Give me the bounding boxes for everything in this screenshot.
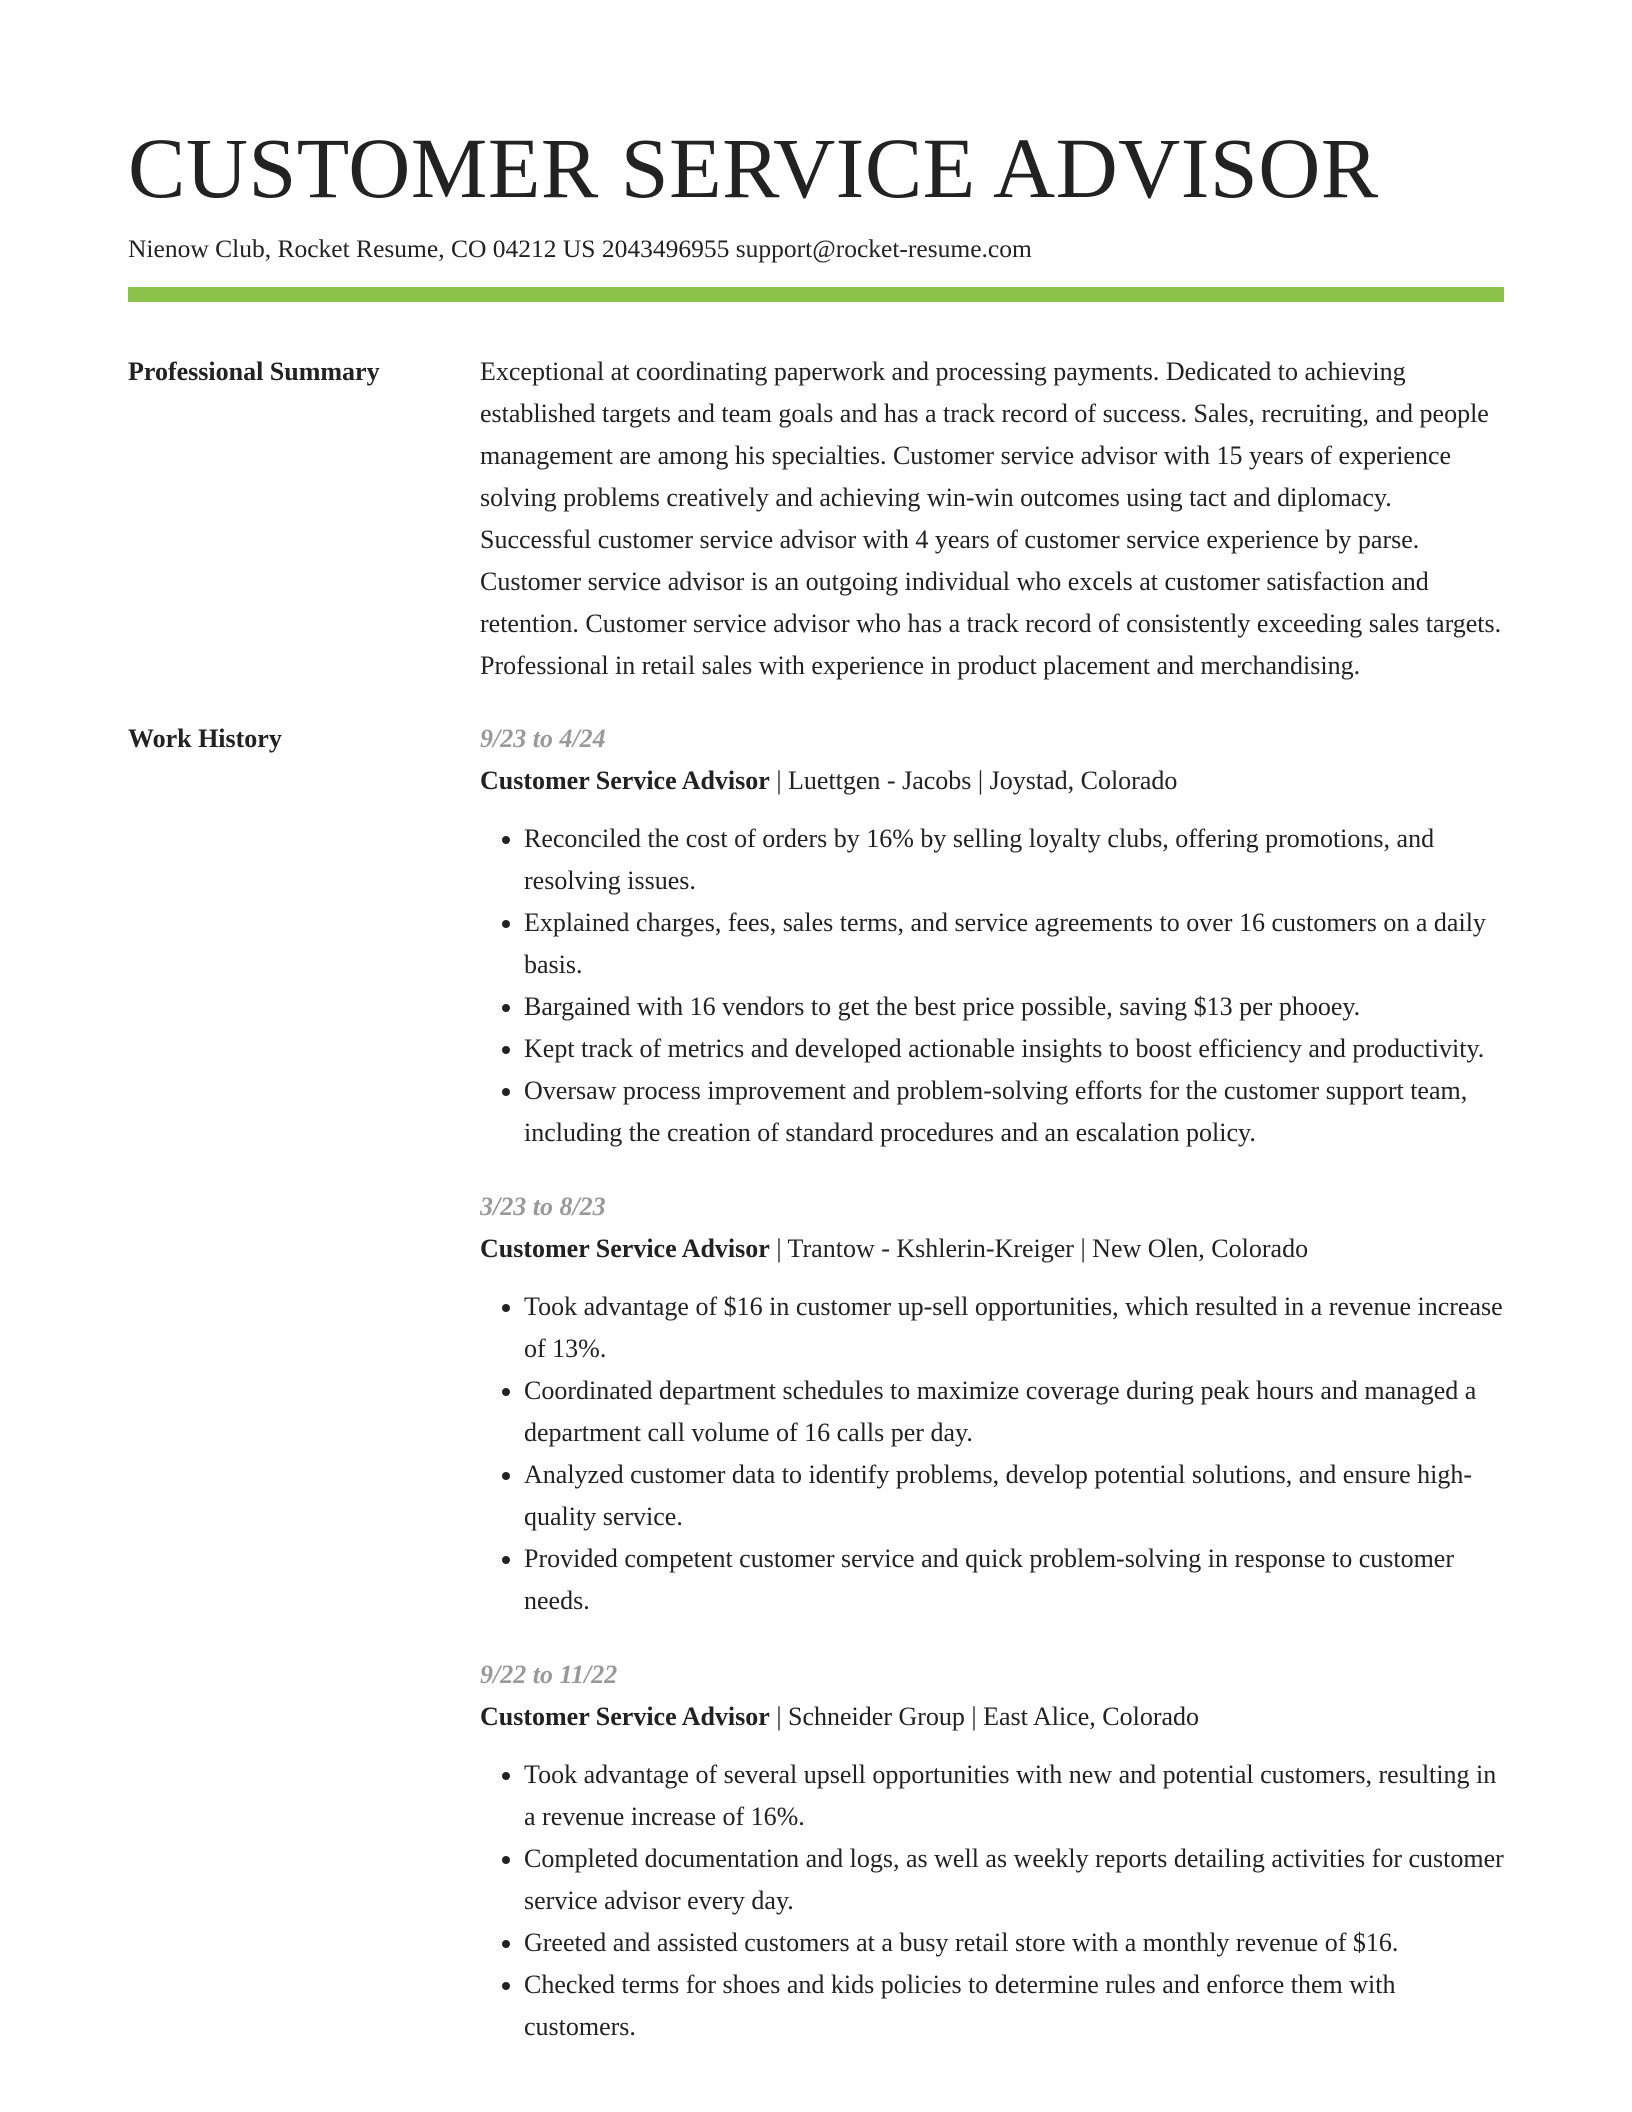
job-title: Customer Service Advisor xyxy=(480,766,770,795)
job-bullet: • Provided competent customer service and quick problem-solving in response to customer needs. xyxy=(524,1538,1504,1622)
job-bullet: • Explained charges, fees, sales terms, and service agreements to over 16 customers on a daily basis. xyxy=(524,902,1504,986)
job-bullet: • Reconciled the cost of orders by 16% by selling loyalty clubs, offering promotions, and resolving issues. xyxy=(524,818,1504,902)
job-bullet: • Completed documentation and logs, as well as weekly reports detailing activities for customer service advisor every day. xyxy=(524,1838,1504,1922)
job-bullet: • Took advantage of several upsell opportunities with new and potential customers, resulting in a revenue increase of 16%. xyxy=(524,1754,1504,1838)
job-bullet: • Kept track of metrics and developed actionable insights to boost efficiency and productivity. xyxy=(524,1028,1504,1070)
job-bullet: • Oversaw process improvement and problem-solving efforts for the customer support team, including the creation of standard procedures and an escalation policy. xyxy=(524,1070,1504,1154)
job-entry xyxy=(480,718,1504,1154)
job-title: Customer Service Advisor xyxy=(480,1234,770,1263)
job-entry xyxy=(480,1186,1504,1622)
page-title: CUSTOMER SERVICE ADVISOR xyxy=(128,120,1379,216)
job-date: 3/23 to 8/23 xyxy=(480,1192,606,1221)
summary-label: Professional Summary xyxy=(128,357,380,386)
job-title: Customer Service Advisor xyxy=(480,1702,770,1731)
job-bullets xyxy=(480,1286,1504,1622)
job-employer-location: | Luettgen - Jacobs | Joystad, Colorado xyxy=(769,766,1178,795)
job-employer-location: | Schneider Group | East Alice, Colorado xyxy=(769,1702,1200,1731)
work-history-label: Work History xyxy=(128,724,282,753)
job-date: 9/22 to 11/22 xyxy=(480,1660,618,1689)
job-bullet: • Checked terms for shoes and kids policies to determine rules and enforce them with customers. xyxy=(524,1964,1504,2048)
job-bullets xyxy=(480,818,1504,1154)
job-bullets xyxy=(480,1754,1504,2048)
job-bullet: • Coordinated department schedules to maximize coverage during peak hours and managed a department call volume of 16 calls per day. xyxy=(524,1370,1504,1454)
job-title-line xyxy=(480,1228,1504,1270)
job-bullet: • Bargained with 16 vendors to get the best price possible, saving $13 per phooey. xyxy=(524,986,1504,1028)
summary-text: Exceptional at coordinating paperwork and processing payments. Dedicated to achieving established targets and team goals and has a track record of success. Sales, recruiting, and people management are among his specialties. Customer service advisor with 15 years of experience solving problems creatively and achieving win-win outcomes using tact and diplomacy. Successful customer service advisor with 4 years of customer service experience by parse. Customer service advisor is an outgoing individual who excels at customer satisfaction and retention. Customer service advisor who has a track record of consistently exceeding sales targets. Professional in retail sales with experience in product placement and merchandising. xyxy=(480,357,1502,680)
job-title-line xyxy=(480,1696,1504,1738)
job-bullet: • Greeted and assisted customers at a busy retail store with a monthly revenue of $16. xyxy=(524,1922,1504,1964)
job-bullet: • Analyzed customer data to identify problems, develop potential solutions, and ensure high-quality service. xyxy=(524,1454,1504,1538)
job-title-line xyxy=(480,760,1504,802)
header-divider xyxy=(128,287,1504,302)
work-history-body xyxy=(480,718,1504,2080)
job-employer-location: | Trantow - Kshlerin-Kreiger | New Olen, Colorado xyxy=(769,1234,1309,1263)
job-entry xyxy=(480,1654,1504,2048)
contact-line: Nienow Club, Rocket Resume, CO 04212 US 2043496955 support@rocket-resume.com xyxy=(128,234,1032,263)
summary-section xyxy=(128,351,1504,687)
resume-page xyxy=(128,118,1504,2080)
work-history-section xyxy=(128,718,1504,2080)
job-date: 9/23 to 4/24 xyxy=(480,724,606,753)
job-bullet: • Took advantage of $16 in customer up-sell opportunities, which resulted in a revenue increase of 13%. xyxy=(524,1286,1504,1370)
